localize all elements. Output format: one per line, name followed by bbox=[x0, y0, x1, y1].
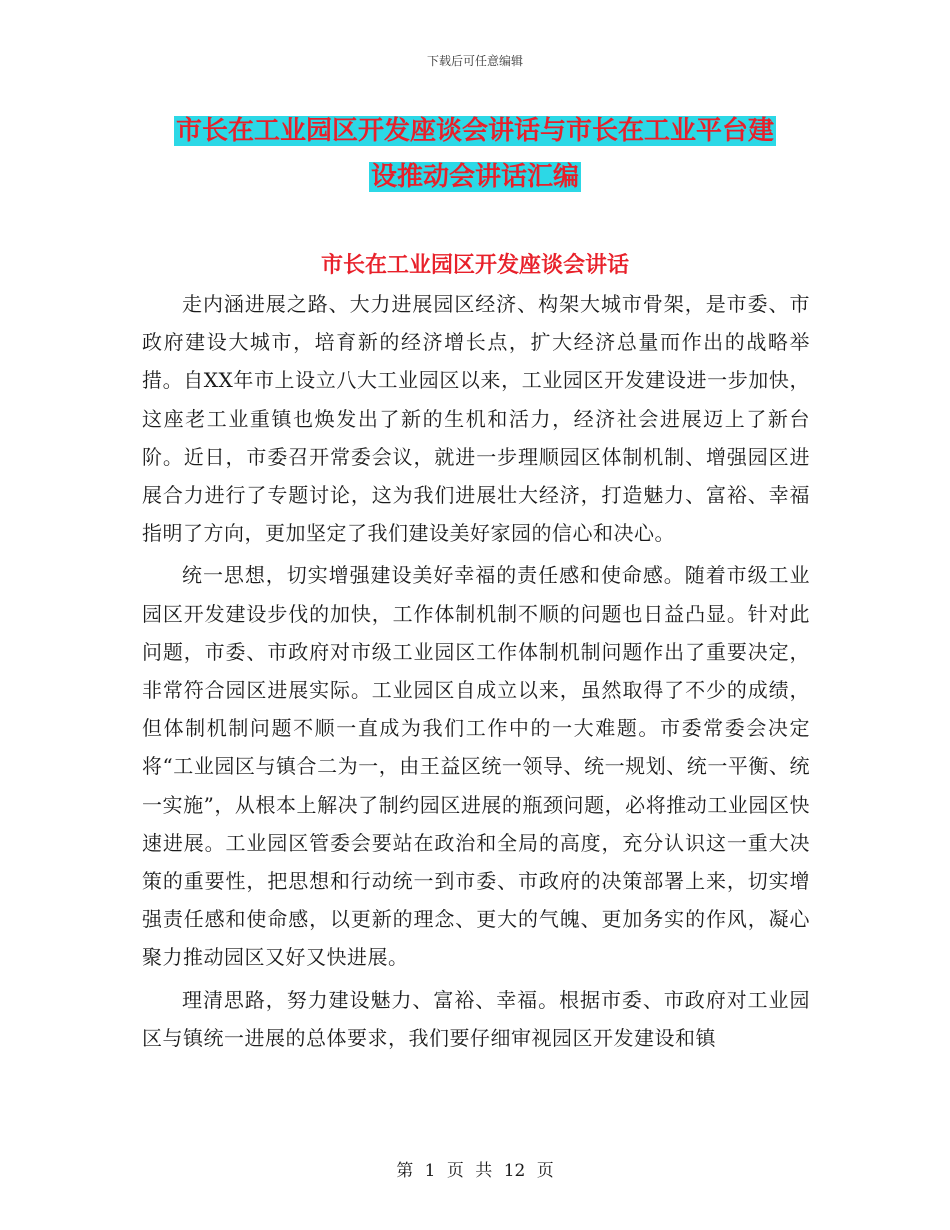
document-title bbox=[0, 108, 950, 200]
page-header-note: 下载后可任意编辑 bbox=[426, 54, 523, 68]
section-heading: 市长在工业园区开发座谈会讲话 bbox=[320, 253, 629, 278]
paragraph: 统一思想，切实增强建设美好幸福的责任感和使命感。随着市级工业园区开发建设步伐的加快，工作体制机制不顺的问题也日益凸显。针对此问题，市委、市政府对市级工业园区工作体制机制问题作出了重要决定，非常符合园区进展实际。工业园区自成立以来，虽然取得了不少的成绩，但体制机制问题不顺一直成为我们工作中的一大难题。市委常委会决定将“工业园区与镇合二为一，由王益区统一领导、统一规划、统一平衡、统一实施”，从根本上解决了制约园区进展的瓶颈问题，必将推动工业园区快速进展。工业园区管委会要站在政治和全局的高度，充分认识这一重大决策的重要性，把思想和行动统一到市委、市政府的决策部署上来，切实增强责任感和使命感，以更新的理念、更大的气魄、更加务实的作风，凝心聚力推动园区又好又快进展。 bbox=[142, 563, 810, 970]
paragraph: 理清思路，努力建设魅力、富裕、幸福。根据市委、市政府对工业园区与镇统一进展的总体要求，我们要仔细审视园区开发建设和镇 bbox=[142, 987, 810, 1050]
body-text bbox=[142, 285, 810, 1061]
document-title-line-1: 市长在工业园区开发座谈会讲话与市长在工业平台建 bbox=[175, 116, 774, 146]
paragraph: 走内涵进展之路、大力进展园区经济、构架大城市骨架，是市委、市政府建设大城市，培育新的经济增长点，扩大经济总量而作出的战略举措。自XX年市上设立八大工业园区以来，工业园区开发建设进一步加快，这座老工业重镇也焕发出了新的生机和活力，经济社会进展迈上了新台阶。近日，市委召开常委会议，就进一步理顺园区体制机制、增强园区进展合力进行了专题讨论，这为我们进展壮大经济，打造魅力、富裕、幸福指明了方向，更加坚定了我们建设美好家园的信心和决心。 bbox=[142, 292, 810, 546]
page-number-footer: 第 1 页 共 12 页 bbox=[396, 1161, 554, 1181]
document-title-line-2: 设推动会讲话汇编 bbox=[370, 162, 579, 192]
